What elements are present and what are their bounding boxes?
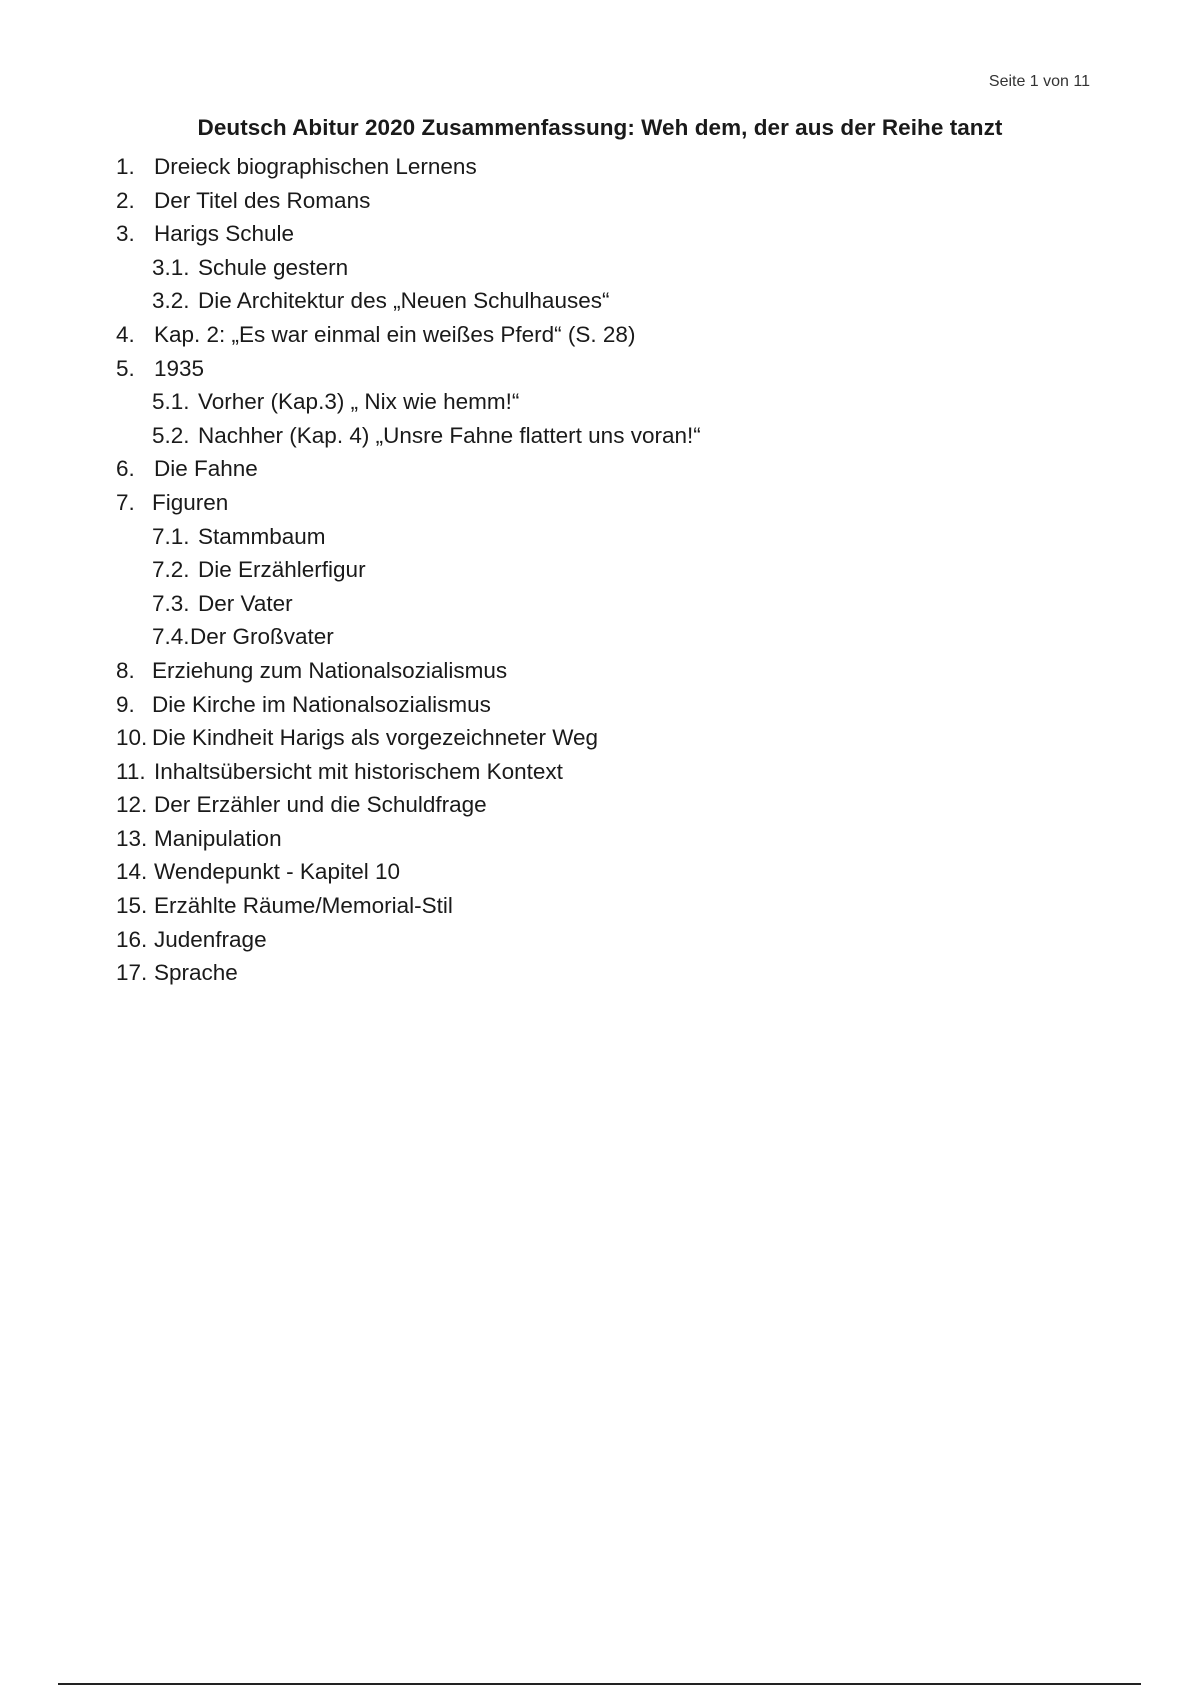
toc-item-label: Erziehung zum Nationalsozialismus bbox=[152, 657, 508, 683]
toc-item-label: Die Kindheit Harigs als vorgezeichneter Weg bbox=[152, 725, 599, 751]
toc-subitem bbox=[116, 284, 1116, 318]
toc-item-number: 9. bbox=[116, 691, 135, 717]
toc-subitem-number: 7.4. bbox=[152, 624, 190, 650]
toc-item-label: Die Kirche im Nationalsozialismus bbox=[152, 691, 491, 717]
toc-item-label: Wendepunkt - Kapitel 10 bbox=[154, 859, 400, 885]
toc-item-number: 15. bbox=[116, 893, 148, 919]
toc-subitem bbox=[116, 385, 1116, 419]
toc-item bbox=[116, 452, 1116, 486]
toc-item-number: 11. bbox=[116, 758, 146, 784]
toc-subitem-number: 7.3. bbox=[152, 590, 190, 616]
toc-subitem bbox=[116, 419, 1116, 453]
toc-item-number: 14. bbox=[116, 859, 148, 885]
toc-subitem-label: Die Erzählerfigur bbox=[198, 557, 366, 583]
toc-item-label: Der Erzähler und die Schuldfrage bbox=[154, 792, 487, 818]
toc-subitem-label: Stammbaum bbox=[198, 523, 326, 549]
toc-subitem-label: Die Architektur des „Neuen Schulhauses“ bbox=[198, 288, 610, 314]
toc-item-label: Die Fahne bbox=[154, 456, 258, 482]
toc-item bbox=[116, 150, 1116, 184]
toc-subitem-number: 5.2. bbox=[152, 422, 190, 448]
toc-subitem bbox=[116, 520, 1116, 554]
toc-subitem-label: Vorher (Kap.3) „ Nix wie hemm!“ bbox=[198, 389, 520, 415]
toc-item bbox=[116, 318, 1116, 352]
toc-item bbox=[116, 923, 1116, 957]
toc-item-number: 8. bbox=[116, 657, 135, 683]
toc-item-number: 10. bbox=[116, 725, 148, 751]
toc-subitem-number: 3.2. bbox=[152, 288, 190, 314]
toc-subitem bbox=[116, 587, 1116, 621]
table-of-contents bbox=[116, 150, 1116, 990]
toc-item-label: Sprache bbox=[154, 960, 238, 986]
toc-subitem bbox=[116, 251, 1116, 285]
toc-item-label: Harigs Schule bbox=[154, 221, 295, 247]
toc-item bbox=[116, 956, 1116, 990]
toc-item-number: 13. bbox=[116, 825, 148, 851]
toc-subitem-number: 7.1. bbox=[152, 523, 190, 549]
footer-divider bbox=[58, 1683, 1141, 1685]
toc-subitem bbox=[116, 553, 1116, 587]
toc-item-label: Figuren bbox=[152, 489, 229, 515]
toc-item-label: Kap. 2: „Es war einmal ein weißes Pferd“ (S. 28) bbox=[154, 321, 636, 347]
toc-item bbox=[116, 788, 1116, 822]
toc-item-label: Erzählte Räume/Memorial-Stil bbox=[154, 893, 453, 919]
toc-item bbox=[116, 654, 1116, 688]
toc-item-label: Inhaltsübersicht mit historischem Kontext bbox=[154, 758, 563, 784]
document-title: Deutsch Abitur 2020 Zusammenfassung: Weh dem, der aus der Reihe tanzt bbox=[197, 115, 1003, 140]
toc-subitem-number: 7.2. bbox=[152, 557, 190, 583]
toc-item-number: 6. bbox=[116, 456, 135, 482]
page-number: Seite 1 von 11 bbox=[988, 73, 1090, 90]
toc-item bbox=[116, 855, 1116, 889]
toc-subitem-number: 5.1. bbox=[152, 389, 190, 415]
toc-subitem bbox=[116, 620, 1116, 654]
toc-item-number: 3. bbox=[116, 221, 135, 247]
toc-item-number: 12. bbox=[116, 792, 148, 818]
toc-item-number: 16. bbox=[116, 926, 148, 952]
toc-item-label: 1935 bbox=[154, 355, 205, 381]
toc-item-label: Manipulation bbox=[154, 825, 282, 851]
toc-subitem-label: Nachher (Kap. 4) „Unsre Fahne flattert uns voran!“ bbox=[198, 422, 701, 448]
toc-subitem-label: Schule gestern bbox=[198, 254, 349, 280]
toc-subitem-label: Der Vater bbox=[198, 590, 293, 616]
toc-item bbox=[116, 822, 1116, 856]
toc-item bbox=[116, 755, 1116, 789]
toc-item bbox=[116, 889, 1116, 923]
toc-item-number: 7. bbox=[116, 489, 135, 515]
toc-item-number: 2. bbox=[116, 187, 135, 213]
toc-item bbox=[116, 184, 1116, 218]
toc-subitem-number: 3.1. bbox=[152, 254, 190, 280]
toc-item-label: Dreieck biographischen Lernens bbox=[154, 154, 477, 179]
toc-item bbox=[116, 352, 1116, 386]
toc-item-number: 17. bbox=[116, 960, 148, 986]
toc-item-number: 1. bbox=[116, 154, 135, 179]
toc-item-label: Der Titel des Romans bbox=[154, 187, 371, 213]
toc-item bbox=[116, 486, 1116, 520]
toc-item-number: 4. bbox=[116, 321, 135, 347]
toc-item bbox=[116, 721, 1116, 755]
toc-subitem-label: Der Großvater bbox=[190, 624, 334, 650]
toc-item bbox=[116, 688, 1116, 722]
toc-item bbox=[116, 217, 1116, 251]
toc-item-label: Judenfrage bbox=[154, 926, 267, 952]
toc-item-number: 5. bbox=[116, 355, 135, 381]
